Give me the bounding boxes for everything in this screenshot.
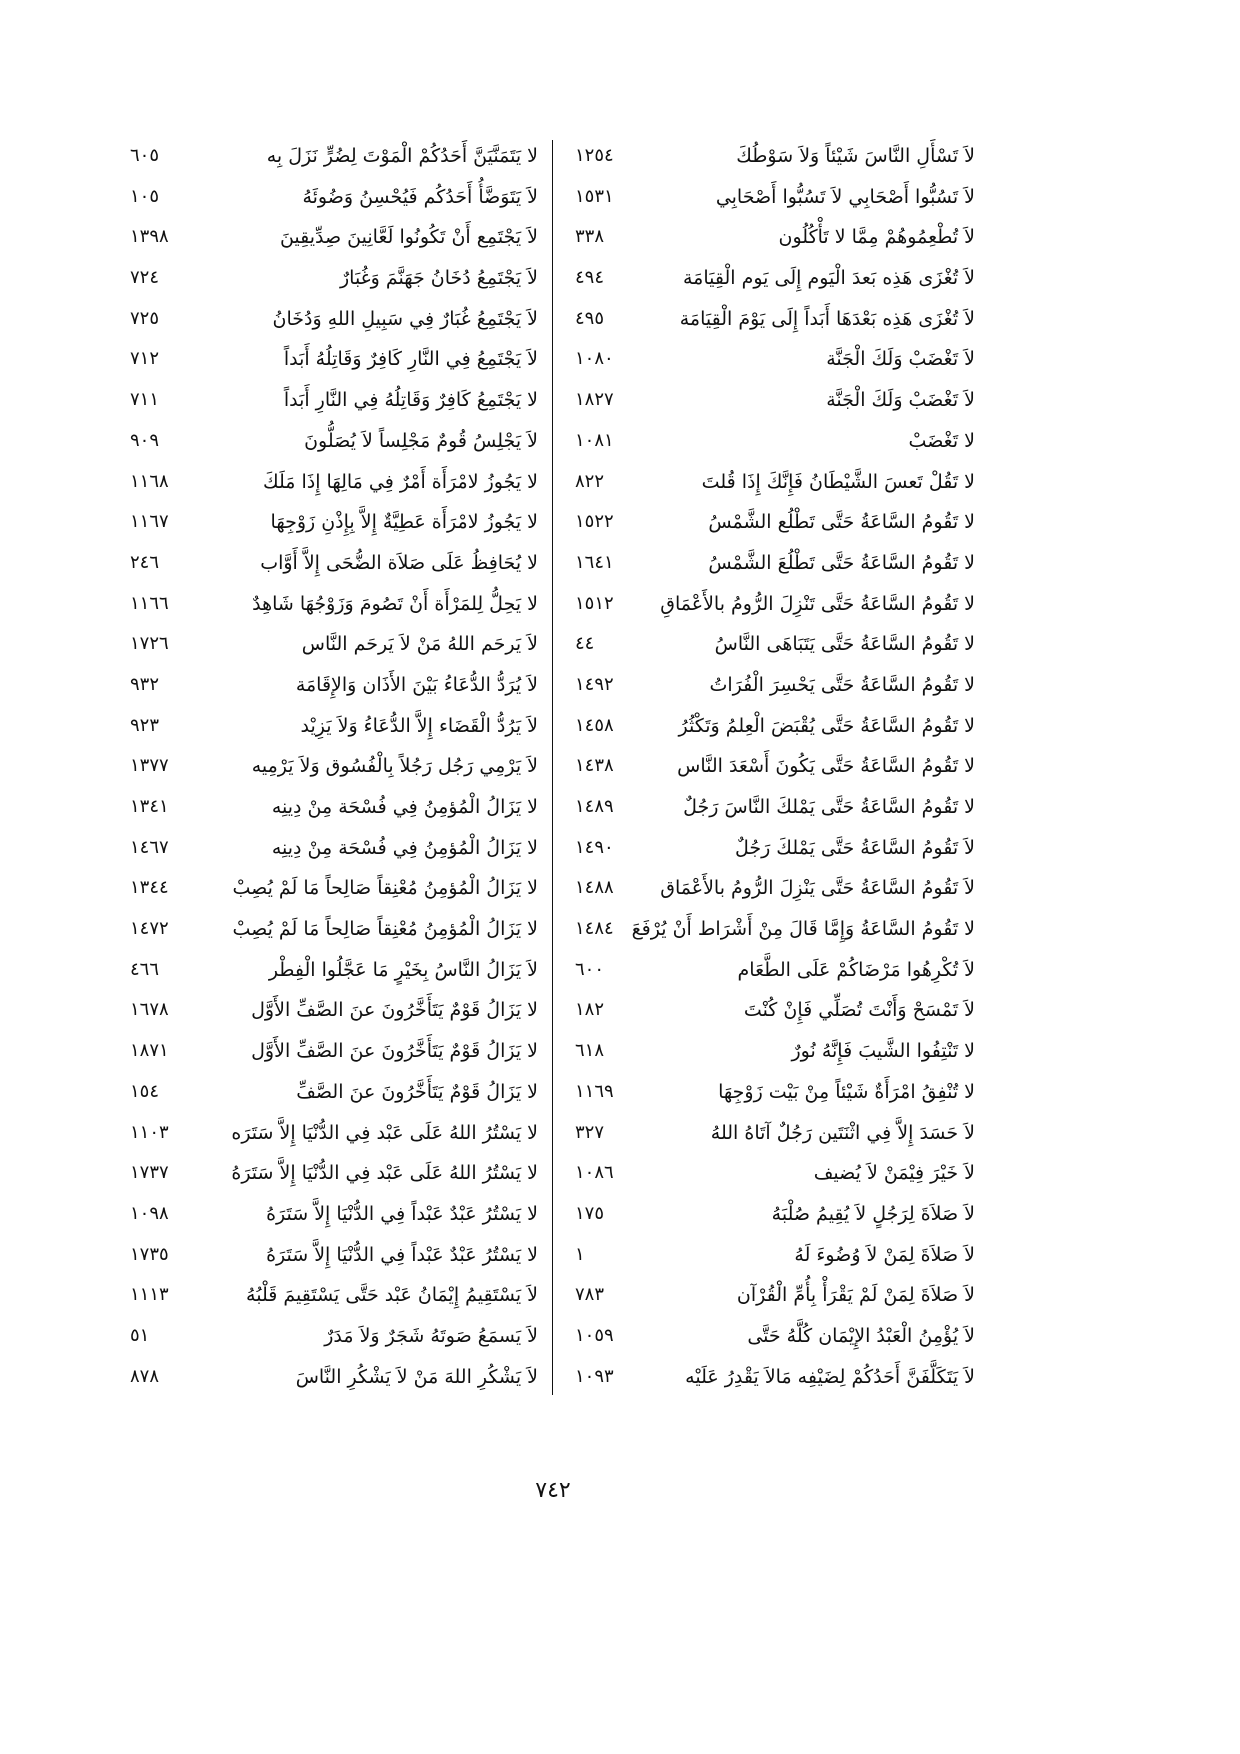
index-entry [565, 136, 980, 177]
hadith-number: ٤٦٦ [130, 958, 160, 980]
index-entry [565, 1235, 980, 1276]
hadith-number: ١١٦٧ [130, 511, 169, 533]
hadith-number: ١٠٨٠ [575, 348, 614, 370]
hadith-text: لاَ تَسْأَلِ النَّاسَ شَيْئاً وَلاَ سَوْطُكَ [736, 145, 975, 167]
hadith-number: ٦٠٠ [575, 958, 605, 980]
hadith-number: ١٢٥٤ [575, 145, 614, 166]
hadith-number: ٤٤ [575, 633, 595, 655]
index-entry [565, 706, 980, 747]
hadith-text: لاَ يَجْتَمِعُ دُخَانُ جَهَنَّمَ وَغُبَارٌ [339, 267, 538, 290]
hadith-text: لا يَزَالُ قَوْمٌ يَتَأَخَّرُونَ عنَ الصَّفِّ الأَوَّل [251, 999, 538, 1022]
hadith-text: لاَ صَلاَةَ لِرَجُلٍ لاَ يُقِيمُ صُلْبَهُ [771, 1202, 975, 1225]
index-entry [120, 1113, 545, 1154]
hadith-text: لاَ تَمْسَحْ وَأَنْتَ تُصَلِّي فَإِنْ كُنْتَ [743, 999, 975, 1022]
hadith-number: ٩٢٣ [130, 714, 160, 736]
hadith-number: ١٤٧٢ [130, 918, 169, 940]
hadith-text: لا يَزَالُ الْمُؤمِنُ مُعْنِقاً صَالِحاً مَا لَمْ يُصِبْ [232, 918, 538, 941]
hadith-number: ١١٦٩ [575, 1080, 614, 1102]
hadith-text: لاَ يَزَالُ النَّاسُ بِخَيْرٍ مَا عَجَّلُوا الْفِطْر [268, 958, 538, 981]
hadith-text: لا يَحِلُّ لِلمَرْأَة أَنْ تَصُومَ وَزَوْجُهَا شَاهِدٌ [252, 592, 538, 615]
hadith-text: لاَ صَلاَةَ لِمَنْ لاَ وُضُوءَ لَهُ [794, 1243, 975, 1266]
hadith-number: ٧١١ [130, 389, 160, 411]
hadith-number: ١٤٨٤ [575, 918, 614, 940]
index-entry [565, 462, 980, 503]
hadith-number: ١٣٧٧ [130, 755, 169, 777]
hadith-number: ١٥٤ [130, 1080, 160, 1102]
index-entry [120, 787, 545, 828]
hadith-number: ٢٤٦ [130, 551, 160, 573]
hadith-text: لاَ يَجْتَمِعُ فِي النَّارِ كَافِرٌ وَقَاتِلُهُ أَبَداً [283, 348, 538, 371]
hadith-text: لاَ تَغْضَبْ وَلَكَ الْجَنَّة [826, 348, 975, 371]
index-entry [120, 1072, 545, 1113]
index-entry [120, 624, 545, 665]
hadith-number: ١٣٤٤ [130, 877, 169, 899]
hadith-text: لا تَقُومُ السَّاعَةُ وَإِمَّا قَالَ مِنْ أَشْرَاط أَنْ يُرْفَعَ [631, 918, 975, 941]
index-entry [565, 828, 980, 869]
index-entry [120, 909, 545, 950]
hadith-number: ١٨٢ [575, 999, 605, 1021]
index-entry [120, 706, 545, 747]
index-entry [120, 462, 545, 503]
index-entry [565, 543, 980, 584]
index-entry [565, 665, 980, 706]
index-entry [120, 1357, 545, 1398]
hadith-number: ٥١ [130, 1324, 150, 1346]
hadith-number: ١٣٩٨ [130, 226, 169, 248]
hadith-number: ١٤٨٨ [575, 877, 614, 899]
hadith-text: لا تَنْتِفُوا الشَّيبَ فَإِنَّهُ نُورٌ [791, 1040, 975, 1063]
index-entry [565, 909, 980, 950]
hadith-number: ١٤٦٧ [130, 836, 169, 858]
hadith-number: ١٠٩٣ [575, 1365, 614, 1387]
index-entry [120, 665, 545, 706]
hadith-number: ٧٨٣ [575, 1284, 605, 1306]
hadith-number: ١٨٢٧ [575, 389, 614, 411]
hadith-text: لاَ تَقُومُ السَّاعَةُ حَتَّى يَمْلكَ رَجُلٌ [734, 836, 975, 859]
hadith-number: ١٧٣٧ [130, 1162, 169, 1184]
index-entry [565, 1357, 980, 1398]
hadith-text: لاَ خَيْرَ فِيْمَنْ لاَ يُضيف [813, 1162, 975, 1185]
hadith-text: لاَ تُغْزَى هَذِه بَعْدَهَا أَبَداً إِلَى يَوْمَ الْقِيَامَة [679, 307, 975, 330]
index-entry [565, 299, 980, 340]
index-entry [120, 136, 545, 177]
index-entry [565, 258, 980, 299]
hadith-text: لاَ يَجْتَمِع أَنْ تَكُونُوا لَعَّانِينَ صِدِّيقِينَ [279, 226, 538, 249]
hadith-number: ٧١٢ [130, 348, 160, 370]
hadith-text: لا تَقُومُ السَّاعَةُ حَتَّى يَتَبَاهَى النَّاسُ [714, 633, 975, 656]
index-entry [565, 1031, 980, 1072]
hadith-text: لا تَقُومُ السَّاعَةُ حَتَّى يَمْلكَ النَّاسَ رَجُلٌ [683, 796, 975, 818]
index-entry [120, 299, 545, 340]
index-entry [120, 1031, 545, 1072]
hadith-text: لا تَقُومُ السَّاعَةُ حَتَّى تَنْزِلَ الرُّومُ بالأَعْمَاقِ [660, 592, 975, 615]
hadith-text: لاَ يَشْكُرِ اللهَ مَنْ لاَ يَشْكُرِ النَّاسَ [295, 1365, 538, 1388]
index-entry [120, 421, 545, 462]
hadith-text: لاَ يَرْمِي رَجُل رَجُلاً بِالْفُسُوق وَلاَ يَرْمِيه [251, 755, 538, 778]
hadith-number: ١١٦٦ [130, 592, 169, 614]
hadith-number: ٣٢٧ [575, 1121, 605, 1143]
hadith-number: ١٠٨٦ [575, 1162, 614, 1184]
hadith-number: ١٧٥ [575, 1202, 605, 1224]
column-divider [552, 140, 553, 1395]
hadith-text: لاَ تُكْرِهُوا مَرْضَاكُمْ عَلَى الطَّعَام [737, 958, 975, 981]
hadith-number: ٩٠٩ [130, 429, 160, 451]
hadith-number: ١٤٩٢ [575, 673, 614, 695]
index-entry [565, 950, 980, 991]
hadith-text: لا يَجُوزُ لامْرَأَة أَمْرٌ فِي مَالِهَا إِذَا مَلَكَ [262, 470, 538, 493]
hadith-number: ١٤٣٨ [575, 755, 614, 777]
hadith-number: ٣٣٨ [575, 226, 605, 248]
hadith-number: ٦٠٥ [130, 145, 160, 166]
index-entry [565, 421, 980, 462]
index-entry [120, 339, 545, 380]
hadith-text: لا يَسْتُرُ عَبْدٌ عَبْداً فِي الدُّنْيَا إِلاَّ سَتَرَهُ [266, 1243, 538, 1266]
hadith-text: لاَ يَجْتَمِعُ غُبَارٌ فِي سَبِيلِ اللهِ وَدُخَانُ [272, 307, 538, 330]
hadith-text: لا يَسْتُرُ اللهُ عَلَى عَبْد فِي الدُّنْيَا إِلاَّ سَتَرَه [231, 1121, 538, 1144]
hadith-number: ١٣٤١ [130, 796, 169, 817]
hadith-number: ٩٣٢ [130, 673, 160, 695]
hadith-number: ١٦٤١ [575, 551, 614, 573]
hadith-number: ١٨٧١ [130, 1040, 169, 1062]
hadith-text: لا يَسْتُرُ عَبْدٌ عَبْداً فِي الدُّنْيَا إِلاَّ سَتَرَهُ [266, 1202, 538, 1225]
index-entry [565, 624, 980, 665]
index-entry [120, 584, 545, 625]
index-entry [565, 868, 980, 909]
index-entry [565, 990, 980, 1031]
hadith-number: ٤٩٤ [575, 267, 605, 289]
page-number: ٧٤٢ [535, 1478, 571, 1503]
hadith-number: ١ [575, 1243, 585, 1265]
index-entry [565, 1316, 980, 1357]
hadith-text: لا يُحَافِظُ عَلَى صَلاَة الضُّحَى إِلاَّ أَوَّاب [260, 551, 538, 574]
hadith-text: لاَ تُغْزَى هَذِه بَعدَ الْيَوم إِلَى يَوم الْقِيَامَة [682, 267, 975, 290]
index-entry [565, 1113, 980, 1154]
hadith-text: لاَ يَسمَعُ صَوتَهُ شَجَرٌ وَلاَ مَدَرٌ [324, 1324, 538, 1347]
hadith-text: لاَ يُؤْمِنُ الْعَبْدُ الإِيْمَان كُلَّهُ حَتَّى [747, 1324, 975, 1347]
hadith-text: لا يَزَالُ قَوْمٌ يَتَأَخَّرُونَ عنَ الصَّفِّ الأَوَّل [251, 1040, 538, 1063]
index-column-left [120, 136, 545, 1397]
hadith-number: ١٧٣٥ [130, 1243, 169, 1265]
hadith-text: لا تَقُومُ السَّاعَةُ حَتَّى يَحْسِرَ الْفُرَاتُ [709, 673, 975, 696]
hadith-text: لا تَقُومُ السَّاعَةُ حَتَّى تَطْلُع الشَّمْسُ [708, 511, 975, 534]
hadith-text: لاَ صَلاَةَ لِمَنْ لَمْ يَقْرَأْ بِأُمِّ الْقُرْآن [736, 1284, 975, 1307]
hadith-text: لاَ يَسْتَقِيمُ إِيْمَانُ عَبْد حَتَّى يَسْتَقِيمَ قَلْبُهُ [246, 1284, 538, 1307]
index-entry [120, 950, 545, 991]
index-entry [120, 868, 545, 909]
index-entry [120, 177, 545, 218]
hadith-text: لاَ تُطْعِمُوهُمْ مِمَّا لا تَأْكُلُون [778, 226, 975, 249]
index-entry [120, 746, 545, 787]
hadith-number: ٧٢٤ [130, 267, 160, 289]
hadith-text: لا يَتَمَنَّيَنَّ أَحَدُكُمْ الْمَوْتَ لِضُرٍّ نَزَلَ بِه [266, 145, 538, 167]
index-entry [120, 828, 545, 869]
index-entry [120, 990, 545, 1031]
hadith-text: لا تَقُلْ تَعسَ الشَّيْطَانُ فَإِنَّكَ إِذَا قُلتَ [701, 470, 975, 493]
hadith-number: ١٤٥٨ [575, 714, 614, 736]
index-entry [120, 502, 545, 543]
hadith-text: لاَ تَغْضَبْ وَلَكَ الْجَنَّة [826, 389, 975, 412]
hadith-number: ٤٩٥ [575, 307, 605, 329]
index-entry [120, 543, 545, 584]
index-entry [565, 1194, 980, 1235]
hadith-number: ١٥٢٢ [575, 511, 614, 533]
hadith-number: ١٥١٢ [575, 592, 614, 614]
hadith-number: ١٠٥٩ [575, 1324, 614, 1346]
hadith-text: لاَ يَجْلِسُ قُومٌ مَجْلِساً لاَ يُصَلُّونَ [304, 429, 538, 452]
hadith-text: لا يَزَالُ الْمُؤمِنُ فِي فُسْحَة مِنْ دِينِه [271, 796, 538, 818]
hadith-text: لا يَجْتَمِعُ كَافِرٌ وَقَاتِلُهُ فِي النَّارِ أَبَداً [283, 389, 538, 412]
index-entry [565, 339, 980, 380]
hadith-number: ١٠٨١ [575, 429, 614, 451]
hadith-number: ١٤٨٩ [575, 796, 614, 817]
hadith-text: لا يَزَالُ الْمُؤمِنُ فِي فُسْحَة مِنْ دِينِه [271, 836, 538, 859]
hadith-number: ١٧٢٦ [130, 633, 169, 655]
hadith-text: لا تَقُومُ السَّاعَةُ حَتَّى تَطْلُعَ الشَّمْسُ [708, 551, 975, 574]
hadith-number: ١٦٧٨ [130, 999, 169, 1021]
index-entry [565, 217, 980, 258]
hadith-number: ١١٠٣ [130, 1121, 169, 1143]
index-entry [120, 380, 545, 421]
hadith-text: لا يَجُوزُ لامْرَأَة عَطِيَّةٌ إِلاَّ بِإِذْنِ زَوْجِهَا [270, 511, 538, 534]
hadith-number: ١٤٩٠ [575, 836, 614, 858]
hadith-text: لا يَزَالُ الْمُؤمِنُ مُعْنِقاً صَالِحاً مَا لَمْ يُصِبْ [232, 877, 538, 900]
hadith-number: ٨٢٢ [575, 470, 605, 492]
hadith-text: لاَ حَسَدَ إِلاَّ فِي اثْنَتَين رَجُلٌ آتَاهُ اللهُ [710, 1121, 975, 1144]
hadith-text: لاَ يَرحَم اللهُ مَنْ لاَ يَرحَم النَّاس [301, 633, 538, 656]
hadith-text: لا يَسْتُرُ اللهُ عَلَى عَبْد فِي الدُّنْيَا إِلاَّ سَتَرَهُ [231, 1162, 538, 1185]
index-entry [120, 1194, 545, 1235]
hadith-number: ١١٦٨ [130, 470, 169, 492]
hadith-text: لاَ يَتَكَلَّفَنَّ أَحَدُكُمْ لِضَيْفِه مَالاَ يَقْدِرُ عَلَيْه [685, 1365, 975, 1388]
index-entry [565, 502, 980, 543]
index-entry [120, 1153, 545, 1194]
hadith-text: لا تَقُومُ السَّاعَةُ حَتَّى يَكُونَ أَسْعَدَ النَّاس [677, 755, 975, 778]
hadith-text: لا يَزَالُ قَوْمٌ يَتَأَخَّرُونَ عنَ الصَّفِّ [296, 1080, 538, 1103]
hadith-number: ٨٧٨ [130, 1365, 160, 1387]
hadith-text: لاَ يَرُدُّ الْقَضَاء إِلاَّ الدُّعَاءُ وَلاَ يَزِيْد [300, 714, 538, 737]
index-entry [120, 217, 545, 258]
hadith-text: لا تَغْضَبْ [908, 429, 975, 452]
index-entry [565, 1153, 980, 1194]
hadith-text: لاَ يُرَدُّ الدُّعَاءُ بَيْنَ الأَذَان وَالإِقَامَة [295, 673, 538, 696]
index-entry [120, 258, 545, 299]
hadith-number: ١٠٥ [130, 185, 160, 207]
index-entry [565, 746, 980, 787]
hadith-text: لاَ تَقُومُ السَّاعَةُ حَتَّى يَنْزِلَ الرُّومُ بالأَعْمَاق [660, 877, 975, 900]
index-entry [565, 1072, 980, 1113]
hadith-text: لاَ تَسُبُّوا أَصْحَابِي لاَ تَسُبُّوا أَصْحَابِي [715, 185, 975, 208]
hadith-number: ١١١٣ [130, 1284, 169, 1306]
index-entry [120, 1235, 545, 1276]
index-entry [120, 1275, 545, 1316]
index-column-right [565, 136, 980, 1397]
hadith-number: ١٠٩٨ [130, 1202, 169, 1224]
hadith-text: لاَ يَتَوَضَّأُ أَحَدُكُم فَيُحْسِنُ وَضُوئَهُ [302, 185, 538, 208]
index-entry [565, 787, 980, 828]
hadith-text: لا تُنْفِقُ امْرَأَةٌ شَيْئاً مِنْ بَيْت زَوْجِهَا [718, 1080, 975, 1103]
index-entry [565, 1275, 980, 1316]
index-entry [565, 584, 980, 625]
hadith-text: لا تَقُومُ السَّاعَةُ حَتَّى يُقْبَضَ الْعِلمُ وَتَكْثُرُ [678, 714, 975, 737]
hadith-number: ٦١٨ [575, 1040, 605, 1062]
index-entry [120, 1316, 545, 1357]
index-entry [565, 380, 980, 421]
index-entry [565, 177, 980, 218]
hadith-number: ١٥٣١ [575, 185, 614, 207]
hadith-number: ٧٢٥ [130, 307, 160, 329]
